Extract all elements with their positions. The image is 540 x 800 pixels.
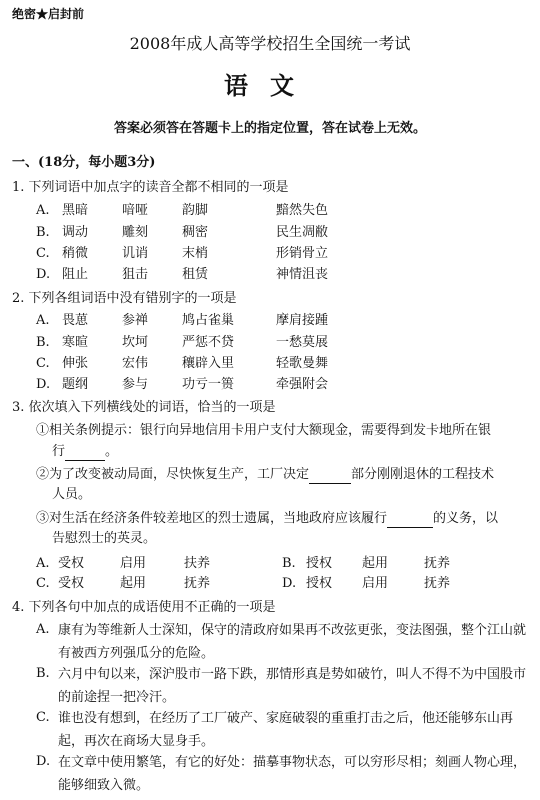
q4-option-b-text: 六月中旬以来，深沪股市一路下跌，那情形真是势如破竹，叫人不得不为中国股市的前途捏一把冷汗。 (58, 667, 527, 705)
exam-title: 2008年成人高等学校招生全国统一考试 (129, 34, 411, 53)
q3-item-2-line-1 (36, 467, 494, 484)
q3-item-3-line-1 (36, 511, 498, 528)
q1-option-a-label: A. (36, 203, 50, 218)
q3-option-d-label: D. (282, 576, 297, 591)
q3-a-word-3: 扶养 (184, 556, 211, 571)
question-3-stem: 3. 依次填入下列横线处的词语，恰当的一项是 (12, 400, 276, 415)
q3-d-word-1: 授权 (306, 576, 333, 591)
q2-b-word-3: 严惩不贷 (182, 335, 235, 350)
q4-option-c-text: 谁也没有想到，在经历了工厂破产、家庭破裂的重重打击之后，他还能够东山再起，再次在商场大显身手。 (58, 711, 514, 749)
q3-d-word-2: 启用 (362, 576, 389, 591)
q2-d-word-1: 题纲 (62, 377, 89, 392)
q3-item-3-text-a: ③对生活在经济条件较差地区的烈士遗属，当地政府应该履行 (36, 511, 388, 526)
q4-option-c-label: C. (36, 710, 50, 725)
q4-option-a-text: 康有为等维新人士深知，保守的清政府如果再不改弦更张，变法图强，整个江山就有被西方列强瓜分的危险。 (58, 623, 527, 661)
q2-option-a-label: A. (36, 313, 50, 328)
q3-item-3-line-2: 告慰烈士的英灵。 (52, 531, 157, 546)
q2-d-word-2: 参与 (122, 377, 149, 392)
q1-a-word-3: 韵脚 (182, 203, 209, 218)
q1-a-word-4: 黯然失色 (276, 203, 329, 218)
q2-c-word-4: 轻歌曼舞 (276, 356, 329, 371)
q2-b-word-1: 寒暄 (62, 335, 89, 350)
q1-c-word-3: 末梢 (182, 246, 209, 261)
q3-item-3-text-b: 的义务，以 (433, 511, 499, 526)
q2-d-word-4: 牵强附会 (276, 377, 329, 392)
q3-item-2-line-2: 人员。 (52, 487, 92, 502)
q1-d-word-4: 神情沮丧 (276, 267, 329, 282)
q1-option-c-label: C. (36, 246, 50, 261)
q3-a-word-2: 启用 (120, 556, 147, 571)
q1-option-d-label: D. (36, 267, 51, 282)
q1-a-word-2: 喑哑 (122, 203, 149, 218)
q3-item-2-text-b: 部分刚刚退休的工程技术 (351, 467, 495, 482)
q2-b-word-2: 坎坷 (122, 335, 149, 350)
q1-option-b-label: B. (36, 225, 50, 240)
q3-b-word-1: 授权 (306, 556, 333, 571)
q1-c-word-4: 形销骨立 (276, 246, 329, 261)
q1-d-word-1: 阻止 (62, 267, 89, 282)
q3-option-a-label: A. (36, 556, 50, 571)
q3-blank-3 (387, 511, 433, 528)
q1-d-word-3: 租赁 (182, 267, 209, 282)
q3-option-b-label: B. (282, 556, 296, 571)
question-4-stem: 4. 下列各句中加点的成语使用不正确的一项是 (12, 600, 276, 615)
q2-a-word-1: 畏葸 (62, 313, 89, 328)
q2-c-word-1: 伸张 (62, 356, 89, 371)
question-2-stem: 2. 下列各组词语中没有错别字的一项是 (12, 291, 237, 306)
q2-option-c-label: C. (36, 356, 50, 371)
q3-d-word-3: 抚养 (424, 576, 451, 591)
q3-b-word-2: 起用 (362, 556, 389, 571)
q2-c-word-3: 穰辟入里 (182, 356, 235, 371)
q4-option-d-label: D. (36, 754, 51, 769)
q3-blank-2 (309, 467, 351, 484)
q3-option-c-label: C. (36, 576, 50, 591)
q3-item-1-line-2 (52, 444, 118, 461)
q3-c-word-3: 抚养 (184, 576, 211, 591)
q1-b-word-1: 调动 (62, 225, 89, 240)
section-heading: 一、(18分，每小题3分) (12, 155, 156, 170)
q2-d-word-3: 功亏一篑 (182, 377, 235, 392)
q1-c-word-2: 讥诮 (122, 246, 149, 261)
q3-c-word-2: 起用 (120, 576, 147, 591)
q4-option-b-label: B. (36, 666, 50, 681)
instruction-text: 答案必须答在答题卡上的指定位置，答在试卷上无效。 (113, 121, 426, 136)
q2-option-b-label: B. (36, 335, 50, 350)
q3-a-word-1: 受权 (58, 556, 85, 571)
q1-d-word-2: 狙击 (122, 267, 149, 282)
q2-option-d-label: D. (36, 377, 51, 392)
q3-item-1-line-1: ①相关条例提示：银行向异地信用卡用户支付大额现金，需要得到发卡地所在银 (36, 423, 492, 438)
q4-option-d-text: 在文章中使用繁笔，有它的好处：描摹事物状态，可以穷形尽相；刻画人物心理，能够细致入微。 (58, 755, 527, 793)
q2-a-word-2: 参禅 (122, 313, 149, 328)
q4-option-a-label: A. (36, 622, 50, 637)
q3-c-word-1: 受权 (58, 576, 85, 591)
q1-b-word-3: 稠密 (182, 225, 209, 240)
q3-item-2-text-a: ②为了改变被动局面，尽快恢复生产，工厂决定 (36, 467, 310, 482)
q3-item-1-end: 。 (105, 444, 119, 459)
q2-a-word-3: 鸠占雀巢 (182, 313, 235, 328)
q2-a-word-4: 摩肩接踵 (276, 313, 329, 328)
q1-c-word-1: 稍微 (62, 246, 89, 261)
q2-b-word-4: 一愁莫展 (276, 335, 329, 350)
q3-blank-1 (65, 444, 105, 461)
question-1-stem: 1. 下列词语中加点字的读音全都不相同的一项是 (12, 180, 289, 195)
q1-b-word-2: 雕刻 (122, 225, 149, 240)
q3-item-1-text: 行 (52, 444, 66, 459)
q3-b-word-3: 抚养 (424, 556, 451, 571)
subject-title: 语文 (224, 71, 316, 100)
q1-a-word-1: 黑暗 (62, 203, 89, 218)
secret-label: 绝密★启封前 (12, 7, 85, 21)
q2-c-word-2: 宏伟 (122, 356, 149, 371)
q1-b-word-4: 民生凋敝 (276, 225, 329, 240)
